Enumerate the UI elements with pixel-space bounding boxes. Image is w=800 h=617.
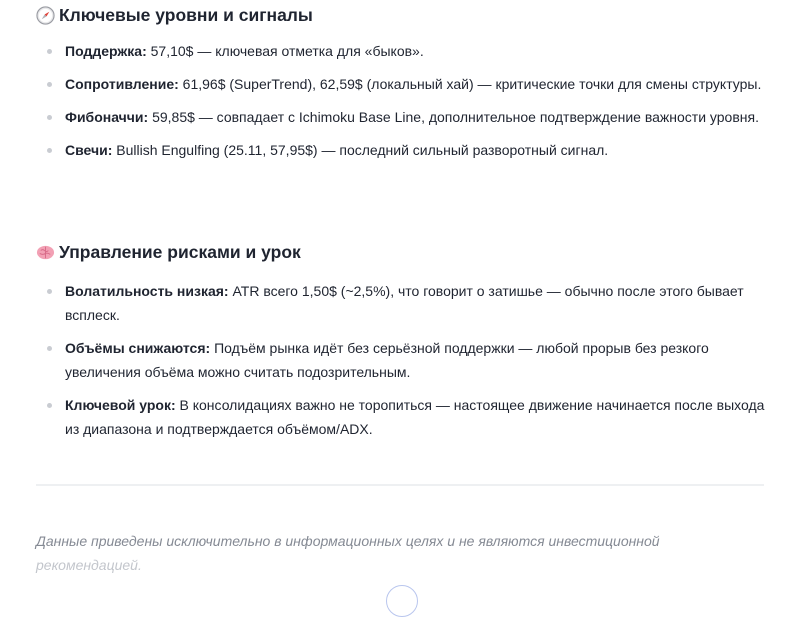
list-item: Сопротивление: 61,96$ (SuperTrend), 62,59$ (локальный хай) — критические точки для смены структуры. <box>36 72 766 96</box>
section-heading-risk: Управление рисками и урок <box>36 242 301 263</box>
compass-icon <box>36 6 55 25</box>
disclaimer: Данные приведены исключительно в информационных целях и не являются инвестиционной рекомендацией. <box>36 533 660 573</box>
scroll-down-button[interactable] <box>386 585 418 617</box>
list-item: Ключевой урок: В консолидациях важно не торопиться — настоящее движение начинается после выхода из диапазона и подтверждается объёмом/ADX. <box>36 393 766 441</box>
divider <box>36 484 764 486</box>
list-item: Поддержка: 57,10$ — ключевая отметка для «быков». <box>36 39 766 63</box>
section-heading-levels: Ключевые уровни и сигналы <box>36 5 313 26</box>
levels-list <box>36 39 766 171</box>
list-item: Фибоначчи: 59,85$ — совпадает с Ichimoku Base Line, дополнительное подтверждение важности уровня. <box>36 105 766 129</box>
list-item: Объёмы снижаются: Подъём рынка идёт без серьёзной поддержки — любой прорыв без резкого увеличения объёма можно считать подозрительным. <box>36 336 766 384</box>
risk-list <box>36 279 766 450</box>
list-item: Свечи: Bullish Engulfing (25.11, 57,95$) — последний сильный разворотный сигнал. <box>36 138 766 162</box>
brain-icon <box>36 243 55 262</box>
list-item: Волатильность низкая: ATR всего 1,50$ (~2,5%), что говорит о затишье — обычно после этого бывает всплеск. <box>36 279 766 327</box>
